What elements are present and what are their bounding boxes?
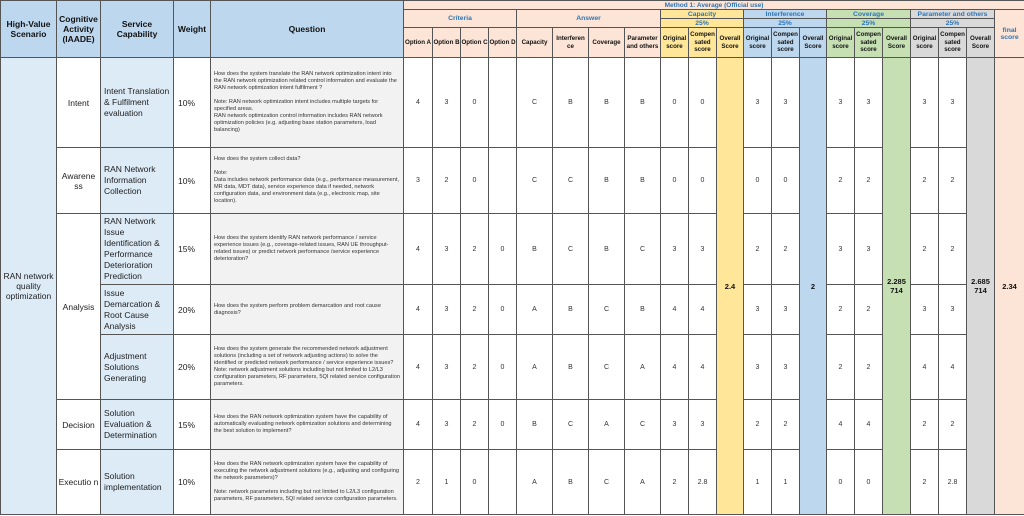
interference-original-score: 1 [744, 450, 772, 515]
answer-cell: B [625, 58, 661, 148]
interference-compensated-score: 2 [772, 214, 800, 285]
parameter-compensated-score: 2.8 [939, 450, 967, 515]
table-row [1, 400, 1024, 450]
criteria-option-cell: 4 [404, 214, 433, 285]
header-coverage-compensated: Compen sated score [855, 28, 883, 58]
question-cell: How does the system identify RAN network performance / service experience issues (e.g., coverage-related issues, RAN UE throughput-related issues) or predict network performance /service experience deterioration? [211, 214, 404, 285]
question-cell: How does the RAN network optimization system have the capability of executing the network adjustment solutions (e.g., adjusting and configuring the network parameters)? Note: network parameters including but not limited to L2/L3 configuration parameters, RF parameters, 5QI related service configuration parameters. [211, 450, 404, 515]
coverage-original-score: 4 [827, 400, 855, 450]
header-capacity-original: Original score [661, 28, 689, 58]
criteria-option-cell: 4 [404, 58, 433, 148]
parameter-original-score: 2 [911, 148, 939, 214]
header-high-value-scenario: High-Value Scenario [1, 1, 57, 58]
coverage-compensated-score: 2 [855, 335, 883, 400]
answer-cell: C [517, 58, 553, 148]
answer-cell: C [553, 148, 589, 214]
table-row [1, 214, 1024, 285]
answer-cell: A [517, 450, 553, 515]
parameter-original-score: 2 [911, 400, 939, 450]
service-capability-cell: Issue Demarcation & Root Cause Analysis [101, 285, 174, 335]
header-answer-parameter: Parameter and others [625, 28, 661, 58]
service-capability-cell: RAN Network Issue Identification & Performance Deterioration Prediction [101, 214, 174, 285]
header-answer: Answer [517, 10, 661, 28]
header-group-coverage: Coverage [827, 10, 911, 19]
cognitive-activity-cell: Analysis [57, 214, 101, 400]
coverage-original-score: 3 [827, 58, 855, 148]
question-cell: How does the system translate the RAN network optimization intent into the RAN network optimization related control information and evaluate the RAN network optimization intent fulfilment ? Note: RAN network optimization intent includes multiple targets for specified areas. RAN network optimization control information includes RAN network optimization policies (e.g. adjusting base station parameters, load balancing) [211, 58, 404, 148]
answer-cell: A [625, 450, 661, 515]
criteria-option-cell: 4 [404, 335, 433, 400]
parameter-compensated-score: 2 [939, 400, 967, 450]
coverage-compensated-score: 3 [855, 58, 883, 148]
criteria-option-cell: 2 [461, 400, 489, 450]
header-parameter-original: Original score [911, 28, 939, 58]
service-capability-cell: Adjustment Solutions Generating [101, 335, 174, 400]
header-capacity-compensated: Compen sated score [689, 28, 717, 58]
final-score: 2.34 [995, 58, 1024, 515]
header-final-score: final score [995, 10, 1024, 58]
coverage-original-score: 2 [827, 335, 855, 400]
service-capability-cell: Solution Evaluation & Determination [101, 400, 174, 450]
header-interference-original: Original score [744, 28, 772, 58]
answer-cell: B [553, 450, 589, 515]
cognitive-activity-cell: Decision [57, 400, 101, 450]
header-capacity-weight: 25% [661, 19, 744, 28]
parameter-original-score: 2 [911, 450, 939, 515]
criteria-option-cell: 3 [433, 214, 461, 285]
criteria-option-cell: 1 [433, 450, 461, 515]
capacity-overall-score: 2.4 [717, 58, 744, 515]
parameter-compensated-score: 2 [939, 148, 967, 214]
cognitive-activity-cell: Executio n [57, 450, 101, 515]
criteria-option-cell: 0 [489, 214, 517, 285]
interference-original-score: 3 [744, 335, 772, 400]
service-capability-cell: Intent Translation & Fulfilment evaluation [101, 58, 174, 148]
header-interference-weight: 25% [744, 19, 827, 28]
header-capacity-overall: Overall Score [717, 28, 744, 58]
capacity-compensated-score: 0 [689, 58, 717, 148]
criteria-option-cell: 0 [461, 58, 489, 148]
answer-cell: C [553, 400, 589, 450]
answer-cell: B [625, 148, 661, 214]
weight-cell: 10% [174, 148, 211, 214]
interference-compensated-score: 0 [772, 148, 800, 214]
coverage-compensated-score: 3 [855, 214, 883, 285]
answer-cell: C [589, 285, 625, 335]
criteria-option-cell: 3 [404, 148, 433, 214]
criteria-option-cell: 3 [433, 400, 461, 450]
coverage-overall-score: 2.285 714 [883, 58, 911, 515]
table-row [1, 450, 1024, 515]
answer-cell: C [553, 214, 589, 285]
scenario-cell: RAN network quality optimization [1, 58, 57, 515]
header-group-capacity: Capacity [661, 10, 744, 19]
answer-cell: B [553, 58, 589, 148]
capacity-compensated-score: 2.8 [689, 450, 717, 515]
criteria-option-cell: 0 [461, 148, 489, 214]
answer-cell: B [553, 335, 589, 400]
coverage-original-score: 2 [827, 285, 855, 335]
cognitive-activity-cell: Awarene ss [57, 148, 101, 214]
coverage-original-score: 2 [827, 148, 855, 214]
header-interference-overall: Overall Score [800, 28, 827, 58]
answer-cell: C [589, 335, 625, 400]
header-option-b: Option B [433, 28, 461, 58]
header-parameter-weight: 25% [911, 19, 995, 28]
header-option-d: Option D [489, 28, 517, 58]
answer-cell: A [589, 400, 625, 450]
criteria-option-cell [489, 450, 517, 515]
parameter-compensated-score: 3 [939, 285, 967, 335]
parameter-original-score: 3 [911, 285, 939, 335]
coverage-compensated-score: 2 [855, 285, 883, 335]
parameter-original-score: 4 [911, 335, 939, 400]
capacity-original-score: 3 [661, 400, 689, 450]
header-coverage-weight: 25% [827, 19, 911, 28]
table-body [1, 58, 1024, 515]
header-option-a: Option A [404, 28, 433, 58]
table-row [1, 58, 1024, 148]
answer-cell: C [517, 148, 553, 214]
coverage-original-score: 3 [827, 214, 855, 285]
question-cell: How does the system generate the recommended network adjustment solutions (including a set of network adjusting actions) to solve the identified or predicted network performance / service experience issues? Note: network adjustment solutions including but not limited to L2/L3 configuration parameters, RF parameters, 5QI related service configuration parameters. [211, 335, 404, 400]
interference-compensated-score: 3 [772, 58, 800, 148]
criteria-option-cell: 4 [404, 285, 433, 335]
capacity-compensated-score: 3 [689, 214, 717, 285]
weight-cell: 20% [174, 285, 211, 335]
capacity-compensated-score: 4 [689, 285, 717, 335]
capacity-original-score: 2 [661, 450, 689, 515]
parameter-compensated-score: 3 [939, 58, 967, 148]
answer-cell: A [625, 335, 661, 400]
criteria-option-cell: 2 [433, 148, 461, 214]
parameter-overall-score: 2.685 714 [967, 58, 995, 515]
header-interference-compensated: Compen sated score [772, 28, 800, 58]
criteria-option-cell: 2 [461, 214, 489, 285]
weight-cell: 10% [174, 58, 211, 148]
service-capability-cell: RAN Network Information Collection [101, 148, 174, 214]
answer-cell: A [517, 285, 553, 335]
header-group-interference: Interference [744, 10, 827, 19]
answer-cell: B [589, 148, 625, 214]
criteria-option-cell: 2 [461, 285, 489, 335]
weight-cell: 10% [174, 450, 211, 515]
capacity-compensated-score: 4 [689, 335, 717, 400]
criteria-option-cell: 2 [404, 450, 433, 515]
criteria-option-cell: 0 [461, 450, 489, 515]
weight-cell: 15% [174, 400, 211, 450]
coverage-compensated-score: 0 [855, 450, 883, 515]
header-coverage-original: Original score [827, 28, 855, 58]
header-answer-coverage: Coverage [589, 28, 625, 58]
question-cell: How does the system collect data? Note: Data includes network performance data (e.g., performance measurement, MR data, MDT data), service experience data if needed, network configuration data, and environment data (e.g., electronic map, site location). [211, 148, 404, 214]
criteria-option-cell: 3 [433, 335, 461, 400]
capacity-original-score: 3 [661, 214, 689, 285]
header-question: Question [211, 1, 404, 58]
interference-original-score: 2 [744, 214, 772, 285]
table-row [1, 285, 1024, 335]
interference-original-score: 3 [744, 285, 772, 335]
answer-cell: B [589, 58, 625, 148]
coverage-original-score: 0 [827, 450, 855, 515]
table-row [1, 148, 1024, 214]
criteria-option-cell: 0 [489, 335, 517, 400]
parameter-original-score: 3 [911, 58, 939, 148]
header-weight: Weight [174, 1, 211, 58]
capacity-compensated-score: 0 [689, 148, 717, 214]
answer-cell: A [517, 335, 553, 400]
interference-original-score: 3 [744, 58, 772, 148]
capacity-original-score: 4 [661, 285, 689, 335]
header-criteria: Criteria [404, 10, 517, 28]
interference-compensated-score: 3 [772, 335, 800, 400]
service-capability-cell: Solution implementation [101, 450, 174, 515]
header-group-parameter: Parameter and others [911, 10, 995, 19]
question-cell: How does the RAN network optimization system have the capability of automatically evaluating network optimization solutions and determining the best solution to implement? [211, 400, 404, 450]
coverage-compensated-score: 4 [855, 400, 883, 450]
capacity-original-score: 0 [661, 58, 689, 148]
header-answer-interference: Interferen ce [553, 28, 589, 58]
answer-cell: C [625, 214, 661, 285]
criteria-option-cell: 3 [433, 285, 461, 335]
answer-cell: C [625, 400, 661, 450]
answer-cell: B [625, 285, 661, 335]
criteria-option-cell [489, 58, 517, 148]
coverage-compensated-score: 2 [855, 148, 883, 214]
header-answer-capacity: Capacity [517, 28, 553, 58]
cognitive-activity-cell: Intent [57, 58, 101, 148]
answer-cell: B [589, 214, 625, 285]
interference-compensated-score: 1 [772, 450, 800, 515]
header-option-c: Option C [461, 28, 489, 58]
interference-original-score: 0 [744, 148, 772, 214]
weight-cell: 20% [174, 335, 211, 400]
parameter-compensated-score: 2 [939, 214, 967, 285]
answer-cell: B [517, 214, 553, 285]
header-cognitive-activity: Cognitive Activity (IAADE) [57, 1, 101, 58]
header-parameter-compensated: Compen sated score [939, 28, 967, 58]
interference-original-score: 2 [744, 400, 772, 450]
answer-cell: C [589, 450, 625, 515]
answer-cell: B [517, 400, 553, 450]
capacity-compensated-score: 3 [689, 400, 717, 450]
header-method-title: Method 1: Average (Official use) [404, 1, 1024, 10]
interference-compensated-score: 2 [772, 400, 800, 450]
table-row [1, 335, 1024, 400]
header-coverage-overall: Overall Score [883, 28, 911, 58]
interference-compensated-score: 3 [772, 285, 800, 335]
capacity-original-score: 4 [661, 335, 689, 400]
question-cell: How does the system perform problem demarcation and root cause diagnosis? [211, 285, 404, 335]
header-parameter-overall: Overall Score [967, 28, 995, 58]
interference-overall-score: 2 [800, 58, 827, 515]
capacity-original-score: 0 [661, 148, 689, 214]
header-service-capability: Service Capability [101, 1, 174, 58]
criteria-option-cell: 0 [489, 285, 517, 335]
criteria-option-cell: 2 [461, 335, 489, 400]
criteria-option-cell: 0 [489, 400, 517, 450]
parameter-original-score: 2 [911, 214, 939, 285]
criteria-option-cell [489, 148, 517, 214]
answer-cell: B [553, 285, 589, 335]
weight-cell: 15% [174, 214, 211, 285]
criteria-option-cell: 4 [404, 400, 433, 450]
criteria-option-cell: 3 [433, 58, 461, 148]
parameter-compensated-score: 4 [939, 335, 967, 400]
